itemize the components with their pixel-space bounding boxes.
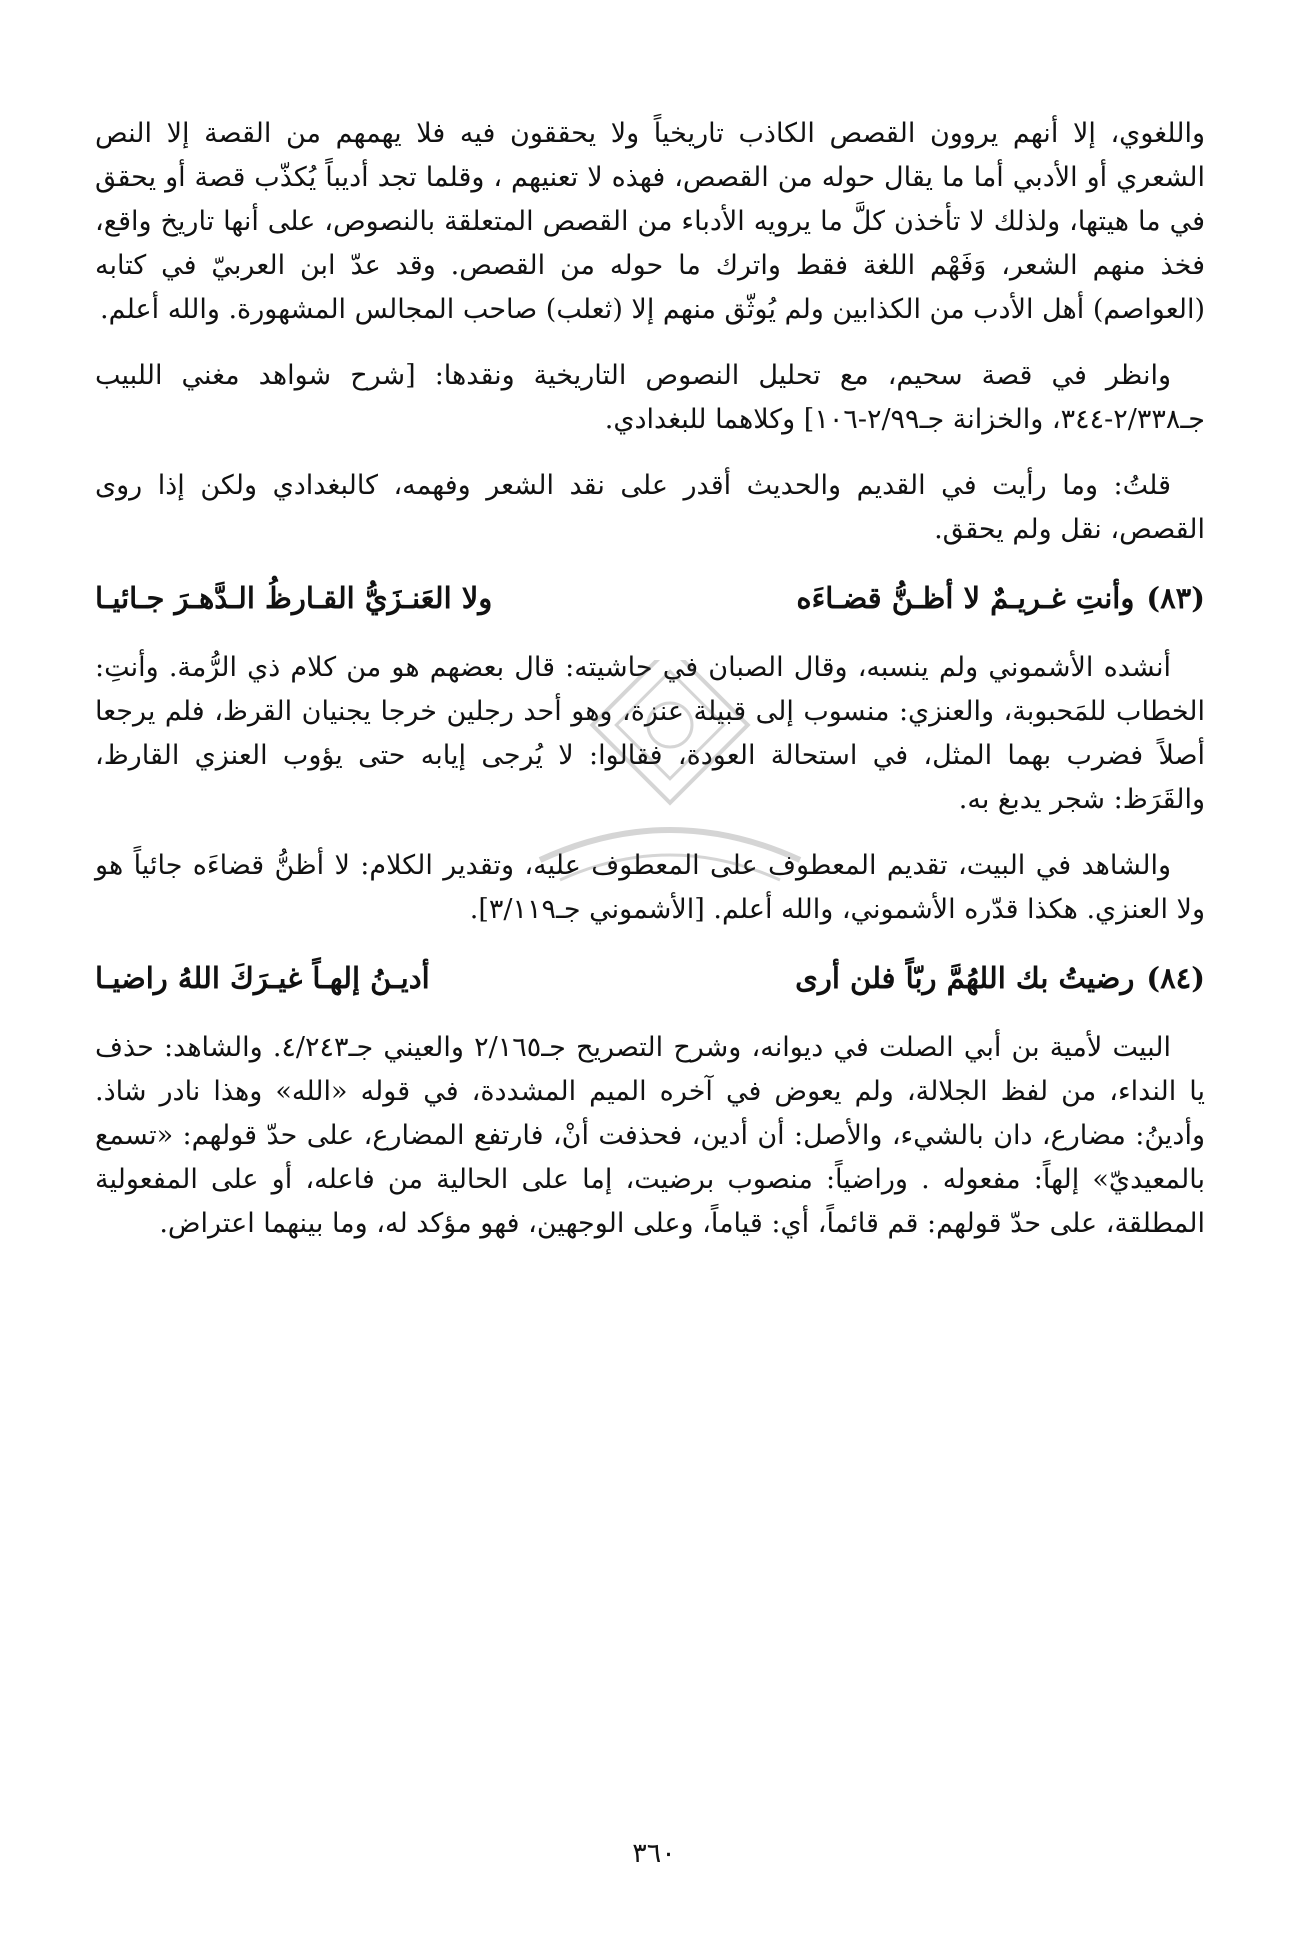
verse-83 (95, 574, 1205, 622)
verse-number: (٨٣) (1146, 581, 1205, 615)
paragraph-2: وانظر في قصة سحيم، مع تحليل النصوص التاريخية ونقدها: [شرح شواهد مغني اللبيب جـ٢/٣٣٨-٣٤٤، والخزانة جـ٢/٩٩-١٠٦] وكلاهما للبغدادي. (95, 360, 1205, 435)
page-body (95, 112, 1205, 1268)
verse-number: (٨٤) (1146, 961, 1205, 995)
paragraph-1: واللغوي، إلا أنهم يروون القصص الكاذب تاريخياً ولا يحققون فيه فلا يهمهم من القصة إلا النص الشعري أو الأدبي أما ما يقال حوله من القصص، فهذه لا تعنيهم ، وقلما تجد أديباً يُكذّب قصة أو يحقق في ما هيتها، ولذلك لا تأخذن كلَّ ما يرويه الأدباء من القصص المتعلقة بالنصوص، على أنها تاريخ واقع، فخذ منهم الشعر، وَفَهْم اللغة فقط واترك ما حوله من القصص. وقد عدّ ابن العربيّ في كتابه (العواصم) أهل الأدب من الكذابين ولم يُوثّق منهم إلا (ثعلب) صاحب المجالس المشهورة. والله أعلم. (95, 118, 1205, 325)
verse-first-hemistich: رضيتُ بك اللهُمَّ ربّاً فلن أرى (795, 961, 1135, 995)
verse-second-hemistich: أديـنُ إلهـاً غيـرَكَ اللهُ راضيـا (95, 961, 430, 995)
verse-84 (95, 954, 1205, 1002)
page-number: ٣٦٠ (632, 1838, 676, 1869)
paragraph-6: البيت لأمية بن أبي الصلت في ديوانه، وشرح التصريح جـ٢/١٦٥ والعيني جـ٤/٢٤٣. والشاهد: حذف يا النداء، من لفظ الجلالة، ولم يعوض في آخره الميم المشددة، في قوله «الله» وهذا نادر شاذ. وأدينُ: مضارع، دان بالشيء، والأصل: أن أدين، فحذفت أنْ، فارتفع المضارع، على حدّ قولهم: «تسمع بالمعيديّ» إلهاً: مفعوله . وراضياً: منصوب برضيت، إما على الحالية من فاعله، أو على المفعولية المطلقة، على حدّ قولهم: قم قائماً، أي: قياماً، وعلى الوجهين، فهو مؤكد له، وما بينهما اعتراض. (95, 1032, 1205, 1239)
verse-second-hemistich: ولا العَنـزَيُّ القـارظُ الـدَّهـرَ جـائيـا (95, 581, 493, 615)
paragraph-5: والشاهد في البيت، تقديم المعطوف على المعطوف عليه، وتقدير الكلام: لا أظنُّ قضاءَه جائياً هو ولا العنزي. هكذا قدّره الأشموني، والله أعلم. [الأشموني جـ٣/١١٩]. (95, 850, 1205, 925)
verse-first-hemistich: وأنتِ غـريـمٌ لا أظـنُّ قضـاءَه (796, 581, 1135, 615)
paragraph-4: أنشده الأشموني ولم ينسبه، وقال الصبان في حاشيته: قال بعضهم هو من كلام ذي الرُّمة. وأنتِ: الخطاب للمَحبوبة، والعنزي: منسوب إلى قبيلة عنزة، وهو أحد رجلين خرجا يجنيان القرظ، فلم يرجعا أصلاً فضرب بهما المثل، في استحالة العودة، فقالوا: لا يُرجى إيابه حتى يؤوب العنزي القارظ، والقَرَظ: شجر يدبغ به. (95, 652, 1205, 815)
paragraph-3: قلتُ: وما رأيت في القديم والحديث أقدر على نقد الشعر وفهمه، كالبغدادي ولكن إذا روى القصص، نقل ولم يحقق. (95, 470, 1205, 545)
